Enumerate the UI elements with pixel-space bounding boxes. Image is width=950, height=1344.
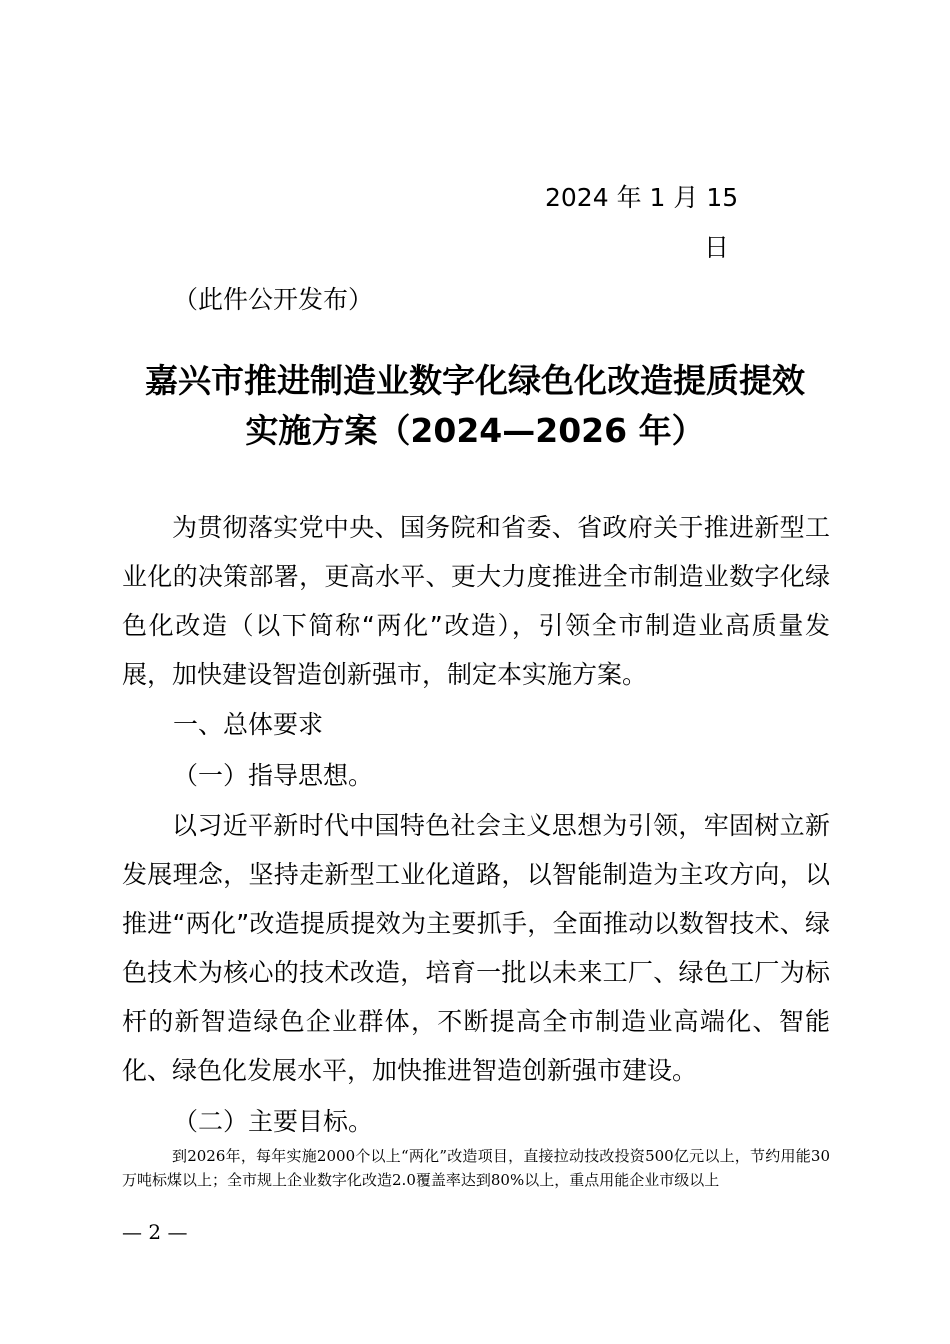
subheading-main-targets: （二）主要目标。 [173, 1107, 374, 1136]
document-title-line-2: 实施方案（2024—2026 年） [245, 411, 705, 450]
subheading-guiding-ideology: （一）指导思想。 [173, 761, 374, 790]
publication-notice: （此件公开发布） [173, 285, 374, 314]
intro-paragraph: 为贯彻落实党中央、国务院和省委、省政府关于推进新型工业化的决策部署，更高水平、更大力度推进全市制造业数字化绿色化改造（以下简称“两化”改造），引领全市制造业高质量发展，加快建设智造创新强市，制定本实施方案。 [122, 513, 830, 689]
document-title-line-1: 嘉兴市推进制造业数字化绿色化改造提质提效 [145, 361, 805, 400]
page-number: — 2 — [122, 1220, 188, 1244]
section-heading-general-requirements: 一、总体要求 [173, 710, 324, 739]
date-line-2: 日 [704, 233, 730, 262]
guiding-ideology-paragraph: 以习近平新时代中国特色社会主义思想为引领，牢固树立新发展理念，坚持走新型工业化道路，以智能制造为主攻方向，以推进“两化”改造提质提效为主要抓手，全面推动以数智技术、绿色技术为核心的技术改造，培育一批以未来工厂、绿色工厂为标杆的新智造绿色企业群体，不断提高全市制造业高端化、智能化、绿色化发展水平，加快推进智造创新强市建设。 [122, 811, 830, 1085]
main-targets-paragraph: 到2026年，每年实施2000个以上“两化”改造项目，直接拉动技改投资500亿元以上，节约用能30万吨标煤以上；全市规上企业数字化改造2.0覆盖率达到80%以上，重点用能企业市级以上 [122, 1147, 830, 1189]
date-line-1: 2024 年 1 月 15 [545, 183, 739, 212]
